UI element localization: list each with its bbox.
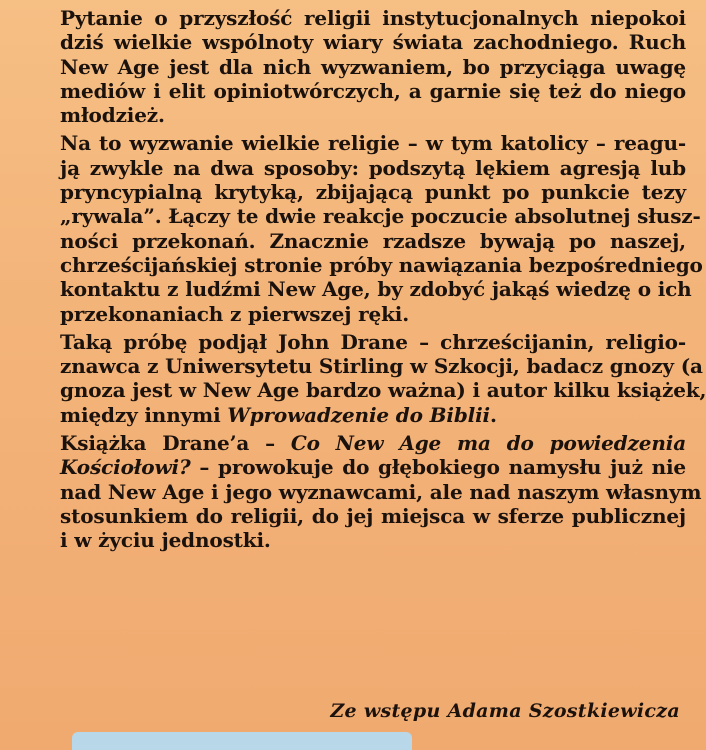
text-fragment: między innymi (60, 402, 228, 427)
text-line (26, 455, 686, 479)
text-line: dziś wielkie wspólnoty wiary świata zachodniego. Ruch (60, 30, 686, 55)
text-fragment: . (490, 402, 497, 427)
text-line: stosunkiem do religii, do jej miejsca w sferze publicznej (60, 503, 686, 528)
text-line: kontaktu z ludźmi New Age, by zdobyć jakąś wiedzę o ich (60, 277, 692, 302)
text-fragment: – prowokuje do głębokiego namysłu już nie (190, 455, 686, 480)
text-line: nad New Age i jego wyznawcami, ale nad naszym własnym (60, 479, 702, 504)
paragraph-3 (26, 329, 706, 427)
text-line: ją zwykle na dwa sposoby: podszytą lękiem agresją lub (60, 155, 686, 180)
text-line (26, 431, 686, 455)
text-line: młodzież. (60, 103, 165, 128)
text-line: pryncypialną krytyką, zbijającą punkt po punkcie tezy (60, 180, 686, 205)
text-line: ności przekonań. Znacznie rzadsze bywają po naszej, (60, 228, 686, 253)
text-line: Pytanie o przyszłość religii instytucjonalnych niepokoi (60, 6, 686, 30)
text-fragment: Książka Drane’a – (60, 431, 291, 456)
text-line: New Age jest dla nich wyzwaniem, bo przyciąga uwagę (60, 54, 686, 79)
paragraph-1 (26, 6, 686, 127)
paragraph-2 (26, 131, 703, 326)
text-line: Taką próbę podjął John Drane – chrześcijanin, religio- (60, 329, 686, 354)
signature: Ze wstępu Adama Szostkiewicza (330, 700, 680, 722)
page-text (26, 6, 706, 557)
text-line: gnoza jest w New Age bardzo ważna) i autor kilku książek, (60, 378, 706, 403)
text-line: znawca z Uniwersytetu Stirling w Szkocji, badacz gnozy (a (60, 354, 703, 379)
paragraph-4 (26, 431, 702, 553)
text-line: Na to wyzwanie wielkie religie – w tym katolicy – reagu- (60, 131, 686, 156)
next-page-edge (72, 732, 412, 750)
text-line: mediów i elit opiniotwórczych, a garnie się też do niego (60, 78, 686, 103)
text-line: przekonaniach z pierwszej ręki. (60, 301, 410, 326)
text-line: i w życiu jednostki. (60, 528, 271, 553)
book-title: Wprowadzenie do Biblii (227, 402, 491, 427)
book-title: Kościołowi? (60, 455, 191, 480)
book-title: Co New Age ma do powiedzenia (290, 431, 687, 456)
text-line: chrześcijańskiej stronie próby nawiązania bezpośredniego (60, 252, 703, 277)
text-line (26, 403, 686, 427)
text-line: „rywala”. Łączy te dwie reakcje poczucie absolutnej słusz- (60, 204, 701, 229)
